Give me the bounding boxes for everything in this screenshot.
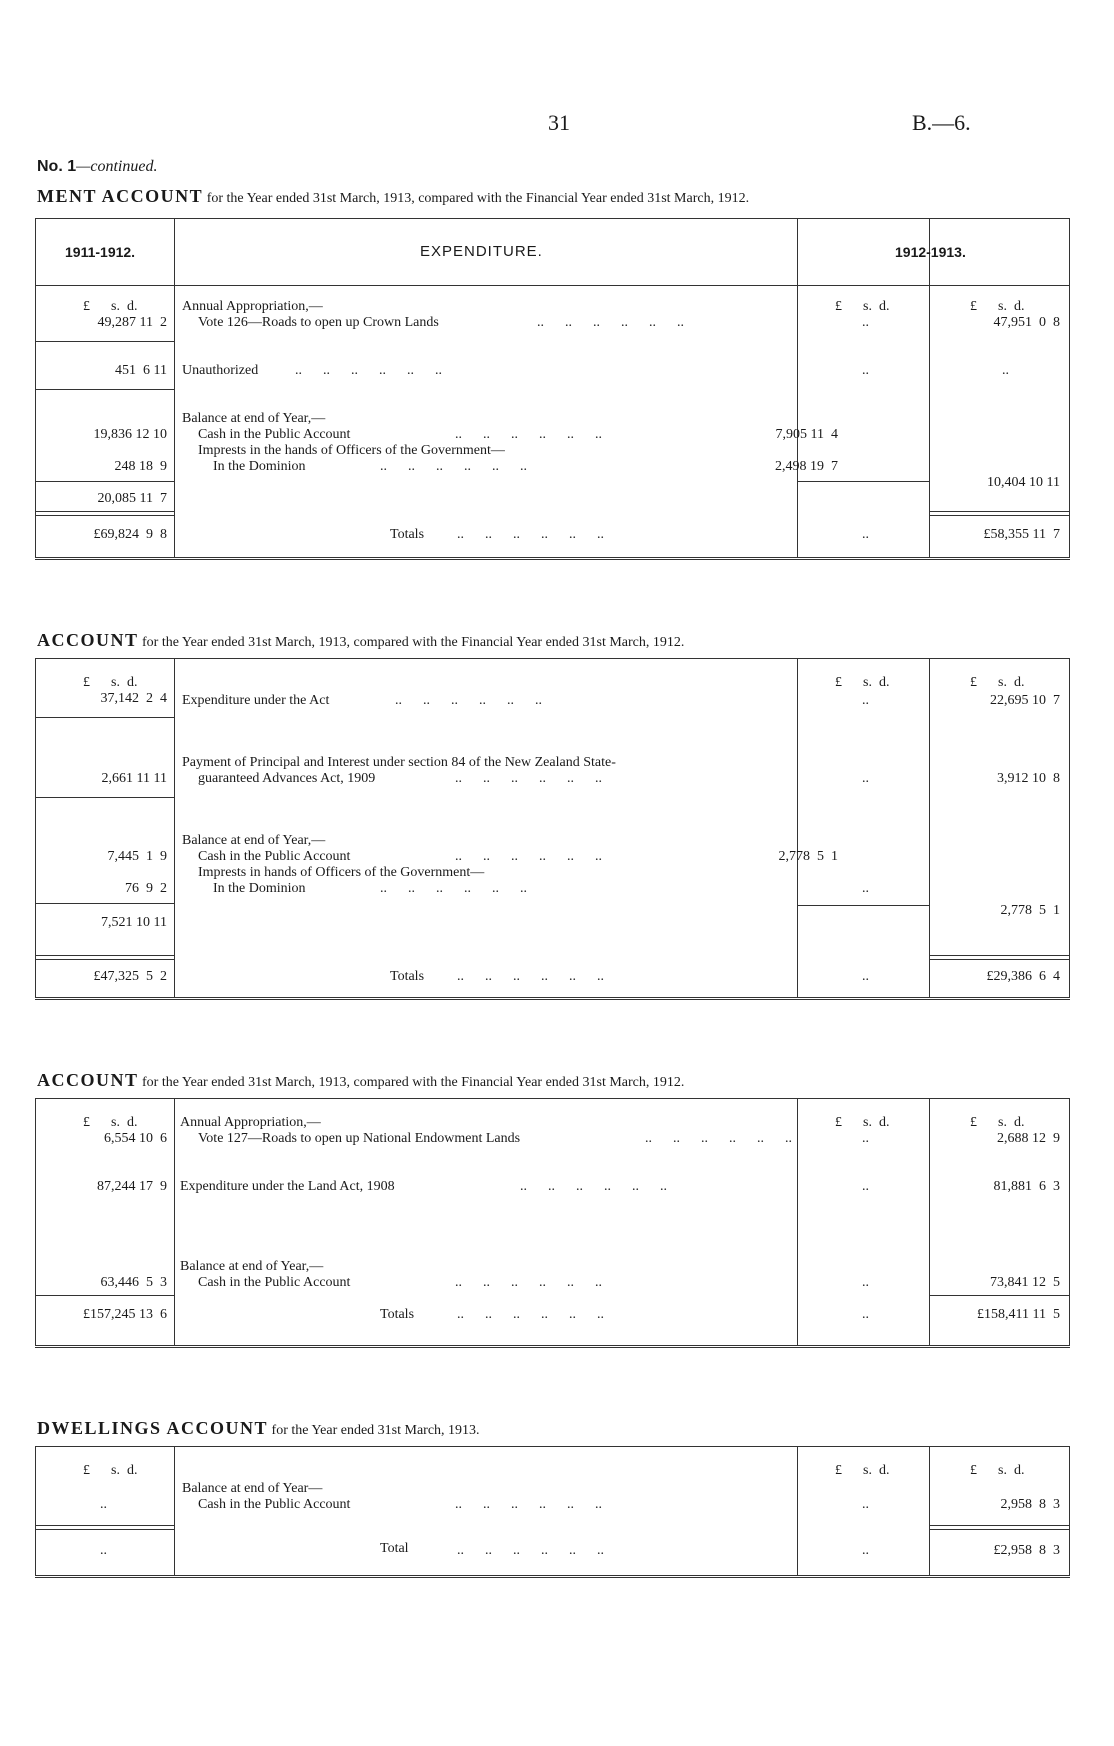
t2-r2-mid: .. [862,771,869,786]
t3-r3-dots: .. .. .. .. .. .. [455,1275,602,1290]
t2-r3-imprests: Imprests in hands of Officers of the Government— [198,865,485,880]
t1-title [37,186,749,207]
t3-r2-right: 81,881 6 3 [993,1179,1060,1194]
t3-lsd-mid: £ s. d. [835,1115,890,1130]
t2-r3-mid2: .. [862,881,869,896]
t2-r3-sub: Cash in the Public Account [198,849,351,864]
t2-title-caps: ACCOUNT [37,630,139,650]
t2-total-left: £47,325 5 2 [93,969,167,984]
t4-lsd-mid: £ s. d. [835,1463,890,1478]
t1-r3-mid: 7,905 11 4 [775,427,838,442]
t2-r2-right: 3,912 10 8 [997,771,1060,786]
t1-r2-mid: .. [862,363,869,378]
t3-r1-dots: .. .. .. .. .. .. [645,1131,792,1146]
t1-r2-left: 451 6 11 [115,363,167,378]
t4-lsd-right: £ s. d. [970,1463,1025,1478]
t2-r2-label: Payment of Principal and Interest under section 84 of the New Zealand State- [182,755,616,770]
t3-r3-left: 63,446 5 3 [100,1275,167,1290]
t4-title [37,1418,480,1439]
t1-r1-label: Annual Appropriation,— [182,299,323,314]
t2-r1-right: 22,695 10 7 [990,693,1060,708]
t1-title-caps: MENT ACCOUNT [37,186,204,206]
t3-title-rest: for the Year ended 31st March, 1913, compared with the Financial Year ended 31st March, 1912. [142,1075,685,1090]
t3-r2-label: Expenditure under the Land Act, 1908 [180,1179,395,1194]
t1-r3-dominion: In the Dominion [213,459,306,474]
t4-title-rest: for the Year ended 31st March, 1913. [271,1423,480,1438]
t2-title [37,630,684,651]
t2-r3-subtotal: 7,521 10 11 [101,915,167,930]
document-reference: B.—6. [912,110,971,135]
t2-r3-left: 7,445 1 9 [107,849,167,864]
t3-r1-label: Annual Appropriation,— [180,1115,321,1130]
t3-title-caps: ACCOUNT [37,1070,139,1090]
t2-lsd-right: £ s. d. [970,675,1025,690]
t1-r3-imprests: Imprests in the hands of Officers of the Government— [198,443,505,458]
t1-total-right: £58,355 11 7 [983,527,1060,542]
t2-r3-dots: .. .. .. .. .. .. [455,849,602,864]
t1-r2-label: Unauthorized [182,363,259,378]
t2-r3-dots2: .. .. .. .. .. .. [380,881,527,896]
t4-total-mid: .. [862,1543,869,1558]
t1-r1-dots: .. .. .. .. .. .. [537,315,684,330]
t2-r3-left2: 76 9 2 [125,881,167,896]
t2-r1-label: Expenditure under the Act [182,693,330,708]
t4-total-right: £2,958 8 3 [993,1543,1060,1558]
t3-total-mid: .. [862,1307,869,1322]
t3-r3-right: 73,841 12 5 [990,1275,1060,1290]
t3-lsd-left: £ s. d. [83,1115,138,1130]
t1-header-mid: EXPENDITURE. [420,243,543,260]
t1-total-left: £69,824 9 8 [93,527,167,542]
t2-r3-label: Balance at end of Year,— [182,833,326,848]
t1-r3-right: 10,404 10 11 [987,475,1060,490]
t4-title-caps: DWELLINGS ACCOUNT [37,1418,269,1438]
t3-r2-mid: .. [862,1179,869,1194]
t4-table [35,1446,1070,1578]
t3-total-right: £158,411 11 5 [977,1307,1060,1322]
t1-r3-dots2: .. .. .. .. .. .. [380,459,527,474]
t2-r3-dominion: In the Dominion [213,881,306,896]
t2-title-rest: for the Year ended 31st March, 1913, compared with the Financial Year ended 31st March, 1912. [142,635,685,650]
t2-r3-right: 2,778 5 1 [1000,903,1060,918]
t1-r2-right: .. [1002,363,1009,378]
t1-table [35,218,1070,560]
t1-r3-left: 19,836 12 10 [93,427,167,442]
t3-r2-left: 87,244 17 9 [97,1179,167,1194]
t3-total-left: £157,245 13 6 [83,1307,167,1322]
t1-lsd-left: £ s. d. [83,299,138,314]
t2-total-mid: .. [862,969,869,984]
t1-total-mid: .. [862,527,869,542]
t3-total-dots: .. .. .. .. .. .. [457,1307,604,1322]
t4-r1-sub: Cash in the Public Account [198,1497,351,1512]
t2-r1-left: 37,142 2 4 [100,691,167,706]
t4-r1-dots: .. .. .. .. .. .. [455,1497,602,1512]
t1-r3-label: Balance at end of Year,— [182,411,326,426]
t2-r2-dots: .. .. .. .. .. .. [455,771,602,786]
t2-r2-sub: guaranteed Advances Act, 1909 [198,771,376,786]
t1-title-rest: for the Year ended 31st March, 1913, compared with the Financial Year ended 31st March, 1912. [206,191,750,206]
t1-r3-subtotal: 20,085 11 7 [97,491,167,506]
t3-r1-right: 2,688 12 9 [997,1131,1060,1146]
t3-total-label: Totals [380,1307,415,1322]
continued-word: —continued. [76,158,158,175]
t4-total-left: .. [100,1543,107,1558]
t4-r1-left: .. [100,1497,107,1512]
t1-header-left: 1911-1912. [65,244,136,260]
t3-r2-dots: .. .. .. .. .. .. [520,1179,667,1194]
t1-r3-left2: 248 18 9 [114,459,167,474]
t1-total-dots: .. .. .. .. .. .. [457,527,604,542]
t4-r1-label: Balance at end of Year— [182,1481,323,1496]
t3-r1-sub: Vote 127—Roads to open up National Endowment Lands [198,1131,521,1146]
t1-r3-mid2: 2,498 19 7 [775,459,838,474]
t1-header-right: 1912-1913. [895,244,966,260]
t4-total-label: Total [380,1541,409,1556]
t3-r3-label: Balance at end of Year,— [180,1259,324,1274]
t1-r1-left: 49,287 11 2 [97,315,167,330]
t1-r1-mid: .. [862,315,869,330]
t2-total-right: £29,386 6 4 [986,969,1060,984]
t2-r3-mid: 2,778 5 1 [778,849,838,864]
t1-r2-dots: .. .. .. .. .. .. [295,363,442,378]
t3-r3-sub: Cash in the Public Account [198,1275,351,1290]
t2-lsd-left: £ s. d. [83,675,138,690]
t3-r1-mid: .. [862,1131,869,1146]
t2-lsd-mid: £ s. d. [835,675,890,690]
t2-total-label: Totals [390,969,425,984]
t3-r1-left: 6,554 10 6 [104,1131,167,1146]
t1-r3-dots: .. .. .. .. .. .. [455,427,602,442]
t1-r1-right: 47,951 0 8 [993,315,1060,330]
t3-table [35,1098,1070,1348]
t2-r2-left: 2,661 11 11 [101,771,167,786]
t3-r3-mid: .. [862,1275,869,1290]
t2-total-dots: .. .. .. .. .. .. [457,969,604,984]
continued-number: No. 1 [37,158,77,175]
t1-total-label: Totals [390,527,425,542]
t2-r1-mid: .. [862,693,869,708]
t1-r1-sub: Vote 126—Roads to open up Crown Lands [198,315,439,330]
t3-lsd-right: £ s. d. [970,1115,1025,1130]
t4-r1-mid: .. [862,1497,869,1512]
t4-lsd-left: £ s. d. [83,1463,138,1478]
t1-lsd-mid: £ s. d. [835,299,890,314]
t4-total-dots: .. .. .. .. .. .. [457,1543,604,1558]
t2-table [35,658,1070,1000]
t1-r3-sub: Cash in the Public Account [198,427,351,442]
t3-title [37,1070,684,1091]
t1-lsd-right: £ s. d. [970,299,1025,314]
continued-label [37,158,157,176]
t2-r1-dots: .. .. .. .. .. .. [395,693,542,708]
page-number: 31 [548,110,570,135]
t4-r1-right: 2,958 8 3 [1000,1497,1060,1512]
